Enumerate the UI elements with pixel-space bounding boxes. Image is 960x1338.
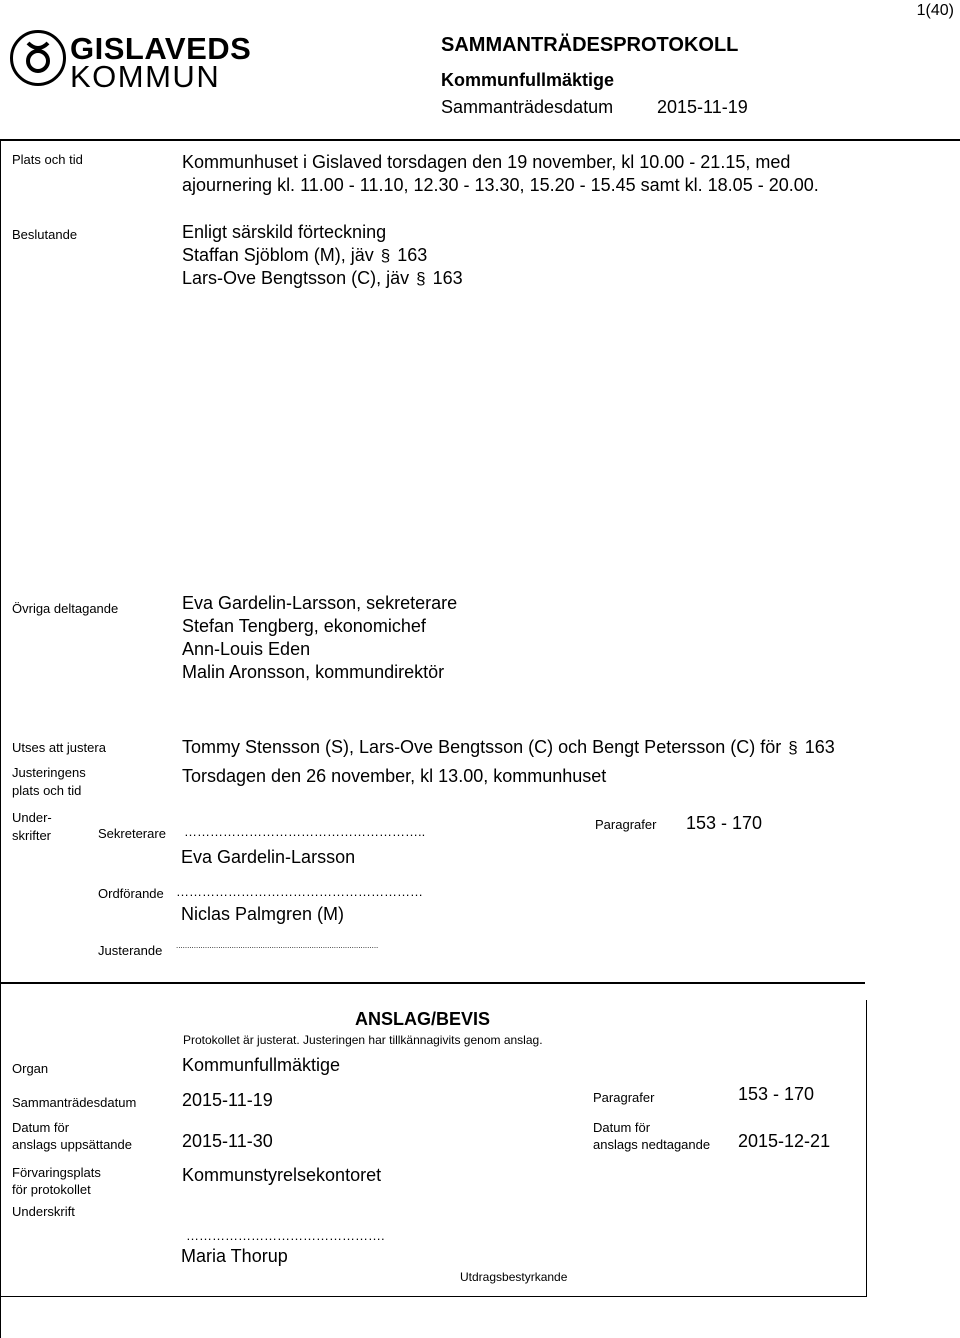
anslag-nedtag-value: 2015-12-21 [738,1131,831,1151]
ovriga-item: Ann-Louis Eden [182,639,311,659]
justering-label-2: plats och tid [12,783,82,798]
paragrafer-label: Paragrafer [595,817,657,832]
ovriga-item: Malin Aronsson, kommundirektör [182,662,445,682]
anslag-signer-name: Maria Thorup [181,1246,288,1266]
header-date-label: Sammanträdesdatum [441,97,614,117]
justera-names: Tommy Stensson (S), Lars-Ove Bengtsson (C) och Bengt Petersson (C) för [182,737,782,757]
anslag-signature-line: ………………………………………. [186,1228,385,1243]
plats-line2: ajournering kl. 11.00 - 11.10, 12.30 - 13.30, 15.20 - 15.45 samt kl. 18.05 - 20.00. [182,175,819,195]
anslag-uppsatt-value: 2015-11-30 [182,1131,273,1151]
sekreterare-signature-line: ……………………………………………….. [184,824,426,839]
logo-text-line2: KOMMUN [70,59,221,94]
logo-emblem-icon [10,30,66,86]
anslag-forvaring-value: Kommunstyrelsekontoret [182,1165,382,1185]
beslutande-paragraph: 163 [432,268,463,288]
underskrifter-label-1: Under- [12,810,52,825]
justera-text [182,736,835,759]
anslag-paragrafer-label: Paragrafer [593,1090,655,1105]
document-title: SAMMANTRÄDESPROTOKOLL [441,34,739,56]
plats-line1: Kommunhuset i Gislaved torsdagen den 19 november, kl 10.00 - 21.15, med [182,152,791,172]
anslag-datum-label: Sammanträdesdatum [12,1095,137,1110]
justerande-signature-line: ........................................................................................... [176,941,379,950]
anslag-title: ANSLAG/BEVIS [355,1009,491,1029]
anslag-datum-value: 2015-11-19 [182,1090,273,1110]
section-sign-icon: § [416,269,426,288]
header-divider [0,139,960,141]
ovriga-label: Övriga deltagande [12,601,119,616]
section-sign-icon: § [380,246,391,265]
page-number: 1(40) [916,2,954,19]
anslag-organ-label: Organ [12,1061,49,1076]
justerande-label: Justerande [98,943,163,958]
anslag-forvaring-label-1: Förvaringsplats [12,1165,101,1180]
header-organ: Kommunfullmäktige [441,70,615,90]
beslutande-label: Beslutande [12,227,78,242]
plats-label: Plats och tid [12,152,83,167]
sekreterare-label: Sekreterare [98,826,166,841]
beslutande-line3 [182,267,463,290]
anslag-organ-value: Kommunfullmäktige [182,1055,341,1075]
anslag-note: Protokollet är justerat. Justeringen har tillkännagivits genom anslag. [183,1033,543,1047]
paragrafer-value: 153 - 170 [686,813,763,833]
ovriga-item: Stefan Tengberg, ekonomichef [182,616,426,636]
anslag-nedtag-label-2: anslags nedtagande [593,1137,711,1152]
ovriga-item: Eva Gardelin-Larsson, sekreterare [182,593,458,613]
anslag-divider [0,982,865,984]
anslag-paragrafer-value: 153 - 170 [738,1084,815,1104]
justering-label-1: Justeringens [12,765,86,780]
ordforande-signature-line: ………………………………………………… [176,884,423,899]
section-sign-icon: § [788,738,798,757]
anslag-uppsatt-label-2: anslags uppsättande [12,1137,132,1152]
beslutande-paragraph: 163 [397,245,428,265]
justera-paragraph: 163 [804,737,835,757]
logo-text-line1: GISLAVEDS [70,31,252,66]
beslutande-member: Lars-Ove Bengtsson (C), jäv [182,268,410,288]
justera-label: Utses att justera [12,740,106,755]
header-date-value: 2015-11-19 [657,97,748,117]
ordforande-label: Ordförande [98,886,164,901]
anslag-forvaring-label-2: för protokollet [12,1182,91,1197]
beslutande-member: Staffan Sjöblom (M), jäv [182,245,374,265]
beslutande-line1: Enligt särskild förteckning [182,222,387,242]
anslag-underskrift-label: Underskrift [12,1204,75,1219]
ordforande-name: Niclas Palmgren (M) [181,904,345,924]
anslag-nedtag-label-1: Datum för [593,1120,651,1135]
underskrifter-label-2: skrifter [12,828,51,843]
sekreterare-name: Eva Gardelin-Larsson [181,847,356,867]
beslutande-line2 [182,244,427,267]
justering-text: Torsdagen den 26 november, kl 13.00, kommunhuset [182,766,607,786]
anslag-uppsatt-label-1: Datum för [12,1120,70,1135]
utdrag-label: Utdragsbestyrkande [460,1270,568,1284]
